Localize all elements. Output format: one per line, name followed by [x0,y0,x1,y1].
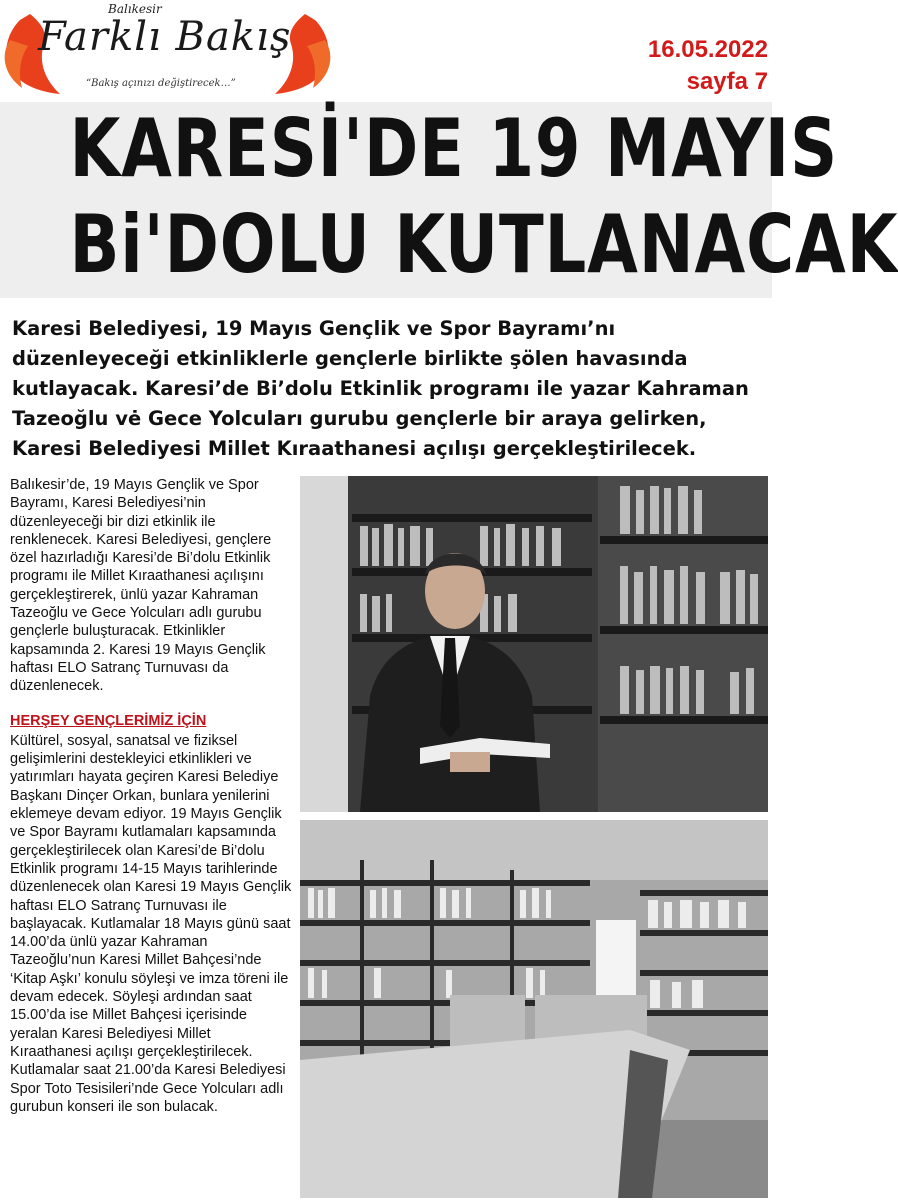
photo-library-reading-room [300,820,768,1198]
subheading: HERŞEY GENÇLERİMİZ İÇİN [10,712,207,729]
masthead-city: Balıkesir [108,2,162,16]
headline-line-1: KARESİ'DE 19 MAYIS [69,102,839,195]
photo-man-reading-illustration [300,476,768,812]
publication-date: 16.05.2022 [647,36,768,63]
body-paragraph-2: Kültürel, sosyal, sanatsal ve fiziksel gelişimlerini destekleyici etkinlikleri ve yatırımları hayata geçiren Karesi Belediye Başkanı Dinçer Orkan, bunlara yenilerini eklemeye devam ediyor. 19 Mayıs Gençlik ve Spor Bayramı kutlamaları kapsamında gerçekleştirilecek olan Karesi’de Bi’dolu Etkinlik programı 14-15 Mayıs tarihlerinde düzenlenecek olan Karesi 19 Mayıs Gençlik haftası ELO Satranç Turnuvası ile başlayacak. Kutlamalar 18 Mayıs günü saat 14.00’da ünlü yazar Kahraman Tazeoğlu’nun Karesi Millet Bahçesi’nde ‘Kitap Aşkı’ konulu söyleşi ve imza töreni ile devam edecek. Söyleşi ardından saat 15.00’da ise Millet Bahçesi içerisinde yeralan Karesi Belediyesi Millet Kıraathanesi açılışı gerçekleştirilecek. Kutlamalar saat 21.00’da Karesi Belediyesi Spor Toto Tesisileri’nde Gece Yolcuları adlı gurubun konseri ile son bulacak. [10,732,292,1115]
headline-line-2: Bi'DOLU KUTLANACAK [69,198,898,291]
lead-paragraph: Karesi Belediyesi, 19 Mayıs Gençlik ve Spor Bayramı’nı düzenleyeceği etkinliklerle gençlerle birlikte şölen havasında kutlayacak. Karesi’de Bi’dolu Etkinlik programı ile yazar Kahraman Tazeoğlu vė Gece Yolcuları gurubu gençlerle bir araya gelirken, Karesi Belediyesi Millet Kıraathanesi açılışı gerçekleştirilecek. [12,317,749,460]
page-number: sayfa 7 [686,68,768,95]
masthead-name: Farklı Bakış [38,14,292,60]
photo-man-reading-book [300,476,768,812]
body-paragraph-1: Balıkesir’de, 19 Mayıs Gençlik ve Spor Bayramı, Karesi Belediyesi’nin düzenleyeceği bir dizi etkinlik ile renklenecek. Karesi Belediyesi, gençlere özel hazırladığı Karesi’de Bi’dolu Etkinlik programı ile Millet Kıraathanesi açılışını gerçekleştirerek, ünlü yazar Kahraman Tazeoğlu ve Gece Yolcuları adlı gurubu gençlerle buluşturacak. Etkinlikler kapsamında 2. Karesi 19 Mayıs Gençlik haftası ELO Satranç Turnuvası da düzenlenecek. [10,477,272,695]
article-body [10,476,295,1116]
masthead-tagline: “Bakış açınızı değiştirecek…” [86,78,236,89]
masthead-logo [0,0,335,100]
photo-library-illustration [300,820,768,1198]
